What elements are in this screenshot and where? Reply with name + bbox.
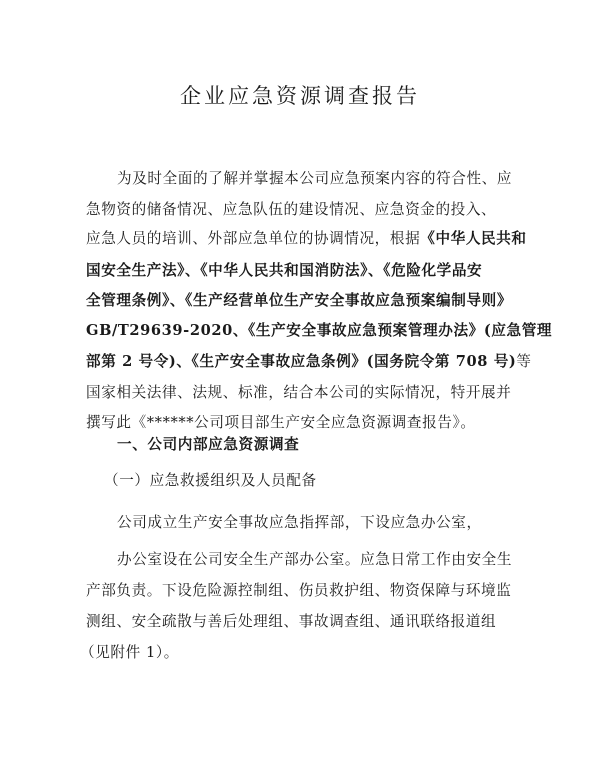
paragraph-2: 公司成立生产安全事故应急指挥部，下设应急办公室， bbox=[117, 514, 482, 531]
intro-line bbox=[86, 414, 476, 432]
intro-bold-run: 《中华人民共和 bbox=[420, 230, 527, 247]
subsection-heading: （一）应急救援组织及人员配备 bbox=[104, 472, 317, 489]
intro-text-run: 为及时全面的了解并掌握本公司应急预案内容的符合性、应 bbox=[117, 170, 513, 187]
intro-bold-run: GB/T29639-2020、《生产安全事故应急预案管理办法》(应急管理 bbox=[86, 322, 553, 339]
intro-line bbox=[86, 322, 552, 340]
paragraph-3-line-3: 测组、安全疏散与善后处理组、事故调查组、通讯联络报道组 bbox=[86, 613, 497, 630]
intro-bold-run: 全管理条例》、《生产经营单位生产安全事故应急预案编制导则》 bbox=[86, 292, 513, 309]
intro-line bbox=[86, 230, 527, 248]
paragraph-3-line-1: 办公室设在公司安全生产部办公室。应急日常工作由安全生 bbox=[117, 551, 513, 568]
intro-text-run: 撰写此《******公司项目部生产安全应急资源调查报告》。 bbox=[86, 414, 476, 431]
intro-line bbox=[86, 201, 496, 219]
paragraph-3-line-2: 产部负责。下设危险源控制组、伤员救护组、物资保障与环境监 bbox=[86, 582, 512, 599]
intro-line bbox=[86, 353, 532, 371]
section-heading: 一、公司内部应急资源调查 bbox=[117, 436, 300, 453]
intro-line bbox=[86, 384, 511, 402]
intro-line bbox=[86, 262, 482, 280]
paragraph-3-line-4: （见附件 1）。 bbox=[80, 644, 179, 661]
intro-text-run: 应急人员的培训、外部应急单位的协调情况，根据 bbox=[86, 230, 421, 247]
intro-line bbox=[117, 170, 512, 188]
intro-bold-run: 部第 2 号令)、《生产安全事故应急条例》(国务院令第 708 号) bbox=[86, 353, 517, 370]
intro-text-run: 国家相关法律、法规、标准，结合本公司的实际情况，特开展并 bbox=[86, 384, 512, 401]
intro-text-run: 急物资的储备情况、应急队伍的建设情况、应急资金的投入、 bbox=[86, 201, 497, 218]
intro-text-run: 等 bbox=[516, 353, 532, 370]
intro-line bbox=[86, 292, 512, 310]
intro-bold-run: 国安全生产法》、《中华人民共和国消防法》、《危险化学品安 bbox=[86, 262, 483, 279]
document-title: 企业应急资源调查报告 bbox=[180, 84, 420, 108]
